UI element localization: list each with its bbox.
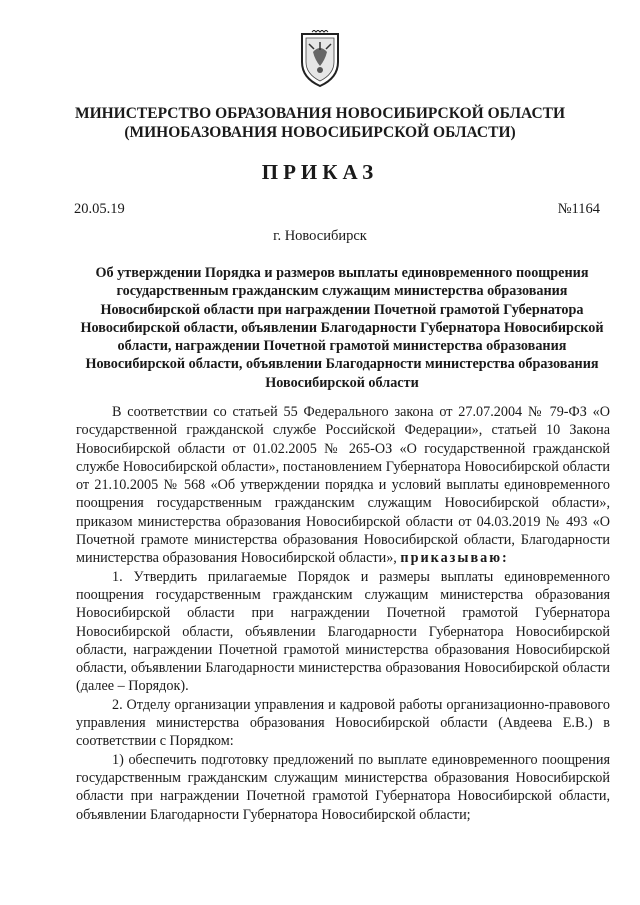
order-number: №1164 [557,201,600,217]
ministry-line-1: МИНИСТЕРСТВО ОБРАЗОВАНИЯ НОВОСИБИРСКОЙ ОБЛАСТИ [74,105,566,122]
preamble-text: В соответствии со статьей 55 Федерального закона от 27.07.2004 № 79-ФЗ «О государственной гражданской службе Российской Федерации», статьей 10 Закона Новосибирской области от 01.02.2005 № 265-ОЗ «О государственной гражданской службе Новосибирской области», постановлением Губернатора Новосибирской области от 21.10.2005 № 568 «Об утверждении порядка и условий выплаты единовременного поощрения государственным гражданским служащим Новосибирской области», приказом министерства образования Новосибирской области от 04.03.2019 № 493 «О Почетной грамоте министерства образования Новосибирской области, Благодарности министерства образования Новосибирской области», [76,404,610,567]
item-2-1-paragraph: 1) обеспечить подготовку предложений по выплате единовременного поощрения государственным гражданским служащим министерства образования Новосибирской области при награждении Почетной грамотой Губернатора Новосибирской области, объявлении Благодарности Губернатора Новосибирской области; [76,751,610,823]
order-subject: Об утверждении Порядка и размеров выплаты единовременного поощрения государственным гражданским служащим министерства образования Новосибирской области при награждении Почетной грамотой Губернатора Новосибирской области, объявлении Благодарности Губернатора Новосибирской области, награждении Почетной грамотой министерства образования Новосибирской области, объявлении Благодарности министерства образования Новосибирской области [80,265,604,391]
item-2-paragraph: 2. Отделу организации управления и кадровой работы организационно-правового управления министерства образования Новосибирской области (Авдеева Е.В.) в соответствии с Порядком: [76,696,610,750]
order-word: приказываю: [400,550,509,567]
preamble-paragraph [76,403,610,568]
ministry-line-2: (МИНОБАЗОВАНИЯ НОВОСИБИРСКОЙ ОБЛАСТИ) [124,124,516,141]
ministry-name [60,104,580,142]
item-1-paragraph: 1. Утвердить прилагаемые Порядок и размеры выплаты единовременного поощрения государственным гражданским служащим министерства образования Новосибирской области при награждении Почетной грамотой Губернатора Новосибирской области, объявлении Благодарности Губернатора Новосибирской области, награждении Почетной грамотой министерства образования Новосибирской области, объявлении Благодарности министерства образования Новосибирской области (далее – Порядок). [76,568,610,695]
order-body [76,403,610,824]
order-date: 20.05.19 [74,201,125,217]
order-city: г. Новосибирск [273,228,367,244]
document-type-title: ПРИКАЗ [261,160,379,184]
coat-of-arms-icon [296,30,344,88]
